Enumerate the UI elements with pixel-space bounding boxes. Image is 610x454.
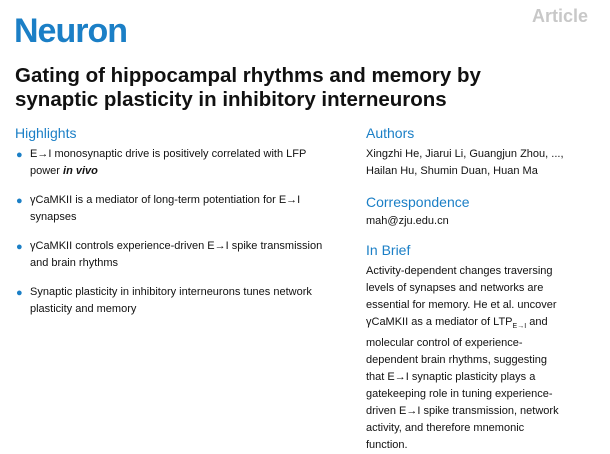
authors-list <box>366 146 596 180</box>
brief-line: dependent brain rhythms, suggesting <box>366 354 548 367</box>
title-line-1: Gating of hippocampal rhythms and memory by <box>15 64 481 87</box>
journal-logo: Neuron <box>14 12 127 50</box>
highlights-heading: Highlights <box>15 125 77 141</box>
highlight-line: plasticity and memory <box>30 303 137 315</box>
authors-heading: Authors <box>366 125 415 141</box>
highlight-line: γCaMKII controls experience-driven E→I spike transmission <box>30 240 323 252</box>
highlight-line <box>30 163 362 180</box>
title-line-2: synaptic plasticity in inhibitory interneurons <box>15 88 447 111</box>
ltp-subscript: E→I <box>512 323 527 331</box>
correspondence-heading: Correspondence <box>366 194 470 210</box>
brief-line: that E→I synaptic plasticity plays a <box>366 371 536 384</box>
brief-line: activity, and therefore mnemonic <box>366 422 525 435</box>
brief-line <box>366 314 600 335</box>
highlight-item <box>12 284 362 318</box>
bullet-icon: ● <box>16 287 23 299</box>
article-type-label: Article <box>531 6 588 26</box>
highlight-item <box>12 192 362 226</box>
in-brief-heading: In Brief <box>366 242 411 258</box>
highlight-line: synapses <box>30 211 77 223</box>
highlight-text: power <box>30 165 64 177</box>
authors-line: Hailan Hu, Shumin Duan, Huan Ma <box>366 165 538 177</box>
bullet-icon: ● <box>16 241 23 253</box>
brief-line: essential for memory. He et al. uncover <box>366 299 557 311</box>
highlight-emphasis: in vivo <box>63 165 98 177</box>
bullet-icon: ● <box>16 149 23 161</box>
bullet-icon: ● <box>16 195 23 207</box>
in-brief-text <box>366 263 600 454</box>
authors-line: Xingzhi He, Jiarui Li, Guangjun Zhou, ..., <box>366 148 564 160</box>
highlight-item <box>12 146 362 180</box>
highlights-list <box>12 146 362 330</box>
brief-text: and <box>529 316 548 328</box>
brief-line: gatekeeping role in tuning experience- <box>366 388 553 401</box>
brief-line: levels of synapses and networks are <box>366 282 544 294</box>
brief-line: driven E→I spike transmission, network <box>366 405 559 418</box>
highlight-line: and brain rhythms <box>30 257 119 269</box>
highlight-item <box>12 238 362 272</box>
article-title <box>15 64 600 112</box>
highlight-line: E→I monosynaptic drive is positively correlated with LFP <box>30 148 307 160</box>
brief-text: γCaMKII as a mediator of LTP <box>366 316 513 328</box>
brief-line: Activity-dependent changes traversing <box>366 265 553 277</box>
highlight-line: Synaptic plasticity in inhibitory interneurons tunes network <box>30 286 312 298</box>
highlight-line: γCaMKII is a mediator of long-term potentiation for E→I <box>30 194 301 206</box>
correspondence-email-link[interactable]: mah@zju.edu.cn <box>366 215 449 227</box>
brief-line: function. <box>366 439 408 452</box>
brief-line: molecular control of experience- <box>366 337 523 350</box>
